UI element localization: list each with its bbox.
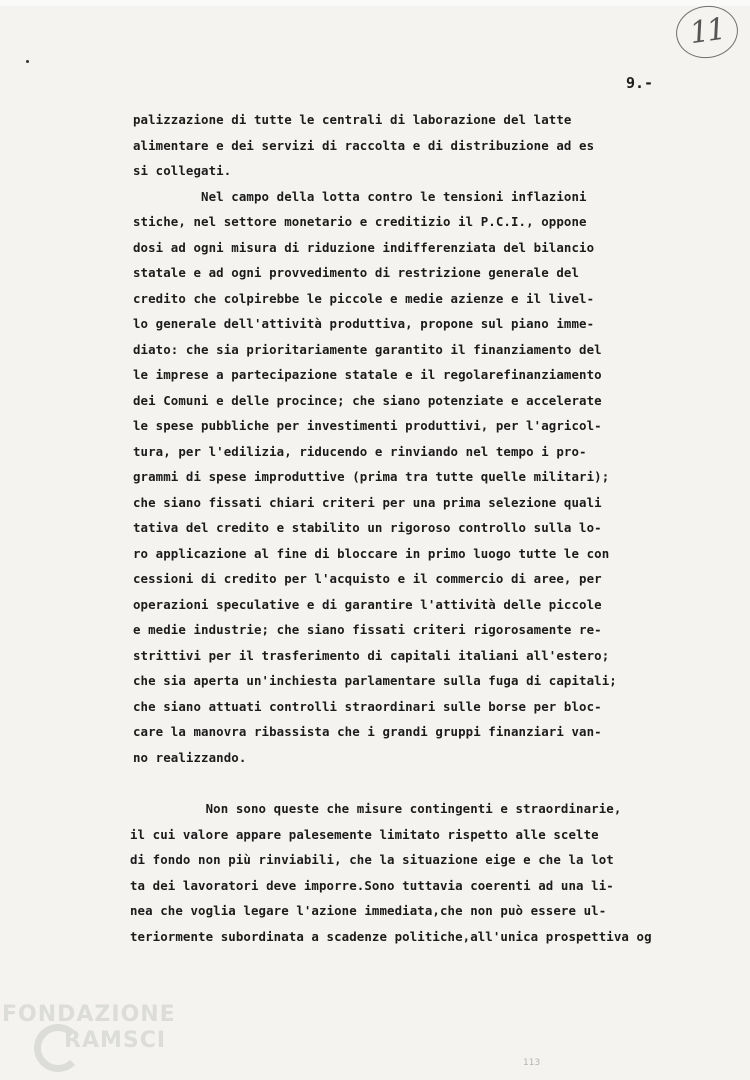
text-line: palizzazione di tutte le centrali di laborazione del latte <box>133 112 572 127</box>
text-line: diato: che sia prioritariamente garantito il finanziamento del <box>133 341 602 357</box>
text-line: no realizzando. <box>133 749 247 765</box>
watermark-text-top: FONDAZIONE <box>2 1002 176 1027</box>
text-line: nea che voglia legare l'azione immediata,che non può essere ul- <box>130 903 607 918</box>
text-line: operazioni speculative e di garantire l'attività delle piccole <box>133 596 602 612</box>
text-line: di fondo non più rinviabili, che la situazione eige e che la lot <box>130 852 614 867</box>
text-line: lo generale dell'attività produttiva, propone sul piano imme- <box>133 316 595 331</box>
text-line: alimentare e dei servizi di raccolta e di distribuzione ad es <box>133 137 595 153</box>
text-line: si collegati. <box>133 163 232 178</box>
watermark-text-bottom: RAMSCI <box>64 1028 167 1053</box>
text-line: grammi di spese improduttive (prima tra tutte quelle militari); <box>133 469 610 484</box>
text-line: e medie industrie; che siano fissati criteri rigorosamente re- <box>133 622 602 637</box>
text-line: teriormente subordinata a scadenze politiche,all'unica prospettiva og <box>130 928 652 944</box>
text-line: Nel campo della lotta contro le tensioni inflazioni <box>133 188 587 204</box>
typed-paragraph-1 <box>133 107 750 770</box>
text-line: che sia aperta un'inchiesta parlamentare sulla fuga di capitali; <box>133 673 617 688</box>
paper-speck <box>26 60 29 63</box>
text-line: credito che colpirebbe le piccole e medie azienze e il livel- <box>133 290 595 306</box>
text-line: tativa del credito e stabilito un rigoroso controllo sulla lo- <box>133 520 602 535</box>
archive-page-stamp: 11 <box>673 2 742 62</box>
text-line: il cui valore appare palesemente limitato rispetto alle scelte <box>130 826 599 842</box>
archive-watermark-logo <box>2 1000 192 1080</box>
text-line: che siano fissati chiari criteri per una prima selezione quali <box>133 494 602 510</box>
text-line: le imprese a partecipazione statale e il regolarefinanziamento <box>133 367 602 382</box>
text-line: ta dei lavoratori deve imporre.Sono tuttavia coerenti ad una li- <box>130 877 614 893</box>
paper-edge <box>0 0 750 6</box>
text-line: Non sono queste che misure contingenti e straordinarie, <box>130 801 622 816</box>
text-line: stiche, nel settore monetario e creditizio il P.C.I., oppone <box>133 214 587 229</box>
page-number: 9.- <box>626 74 654 92</box>
typed-paragraph-2 <box>130 796 750 949</box>
text-line: cessioni di credito per l'acquisto e il commercio di aree, per <box>133 571 602 586</box>
text-line: statale e ad ogni provvedimento di restrizione generale del <box>133 265 580 280</box>
text-line: dosi ad ogni misura di riduzione indifferenziata del bilancio <box>133 239 595 255</box>
faint-pencil-mark: 113 <box>523 1058 541 1068</box>
text-line: che siano attuati controlli straordinari sulle borse per bloc- <box>133 698 602 714</box>
text-line: ro applicazione al fine di bloccare in primo luogo tutte le con <box>133 545 610 561</box>
text-line: tura, per l'edilizia, riducendo e rinviando nel tempo i pro- <box>133 443 587 459</box>
text-line: dei Comuni e delle procince; che siano potenziate e accelerate <box>133 392 602 408</box>
text-line: strittivi per il trasferimento di capitali italiani all'estero; <box>133 647 610 663</box>
text-line: le spese pubbliche per investimenti produttivi, per l'agricol- <box>133 418 602 433</box>
text-line: care la manovra ribassista che i grandi gruppi finanziari van- <box>133 724 602 739</box>
